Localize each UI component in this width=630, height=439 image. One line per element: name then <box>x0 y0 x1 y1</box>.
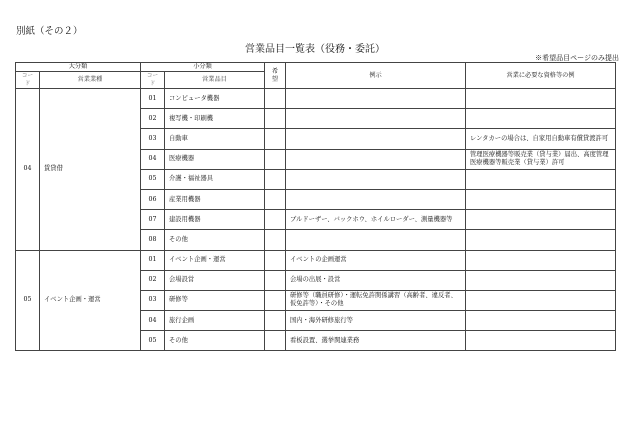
business-items-table <box>15 62 616 351</box>
qualification-cell <box>466 290 616 310</box>
example-cell: 研修等（職員研修）・運転免許関係講習（高齢者、違反者、仮免許等）・その他 <box>286 290 466 310</box>
minor-name-cell: 会場設営 <box>165 270 265 290</box>
minor-name-cell: 医療機器 <box>165 149 265 169</box>
table-row <box>16 89 616 109</box>
qualification-cell <box>466 270 616 290</box>
qualification-cell <box>466 230 616 250</box>
minor-code-cell: 03 <box>141 129 165 149</box>
qualification-cell: 管理医療機器等販売業（貸与業）届出、高度管理医療機器等販売業（貸与業）許可 <box>466 149 616 169</box>
minor-code-cell: 01 <box>141 89 165 109</box>
example-cell <box>286 89 466 109</box>
wish-checkbox-cell[interactable] <box>265 290 286 310</box>
minor-name-cell: その他 <box>165 331 265 351</box>
minor-name-cell: コンピュータ機器 <box>165 89 265 109</box>
qualification-cell <box>466 311 616 331</box>
header-major-category: 大分類 <box>16 63 141 72</box>
minor-name-cell: 旅行企画 <box>165 311 265 331</box>
wish-checkbox-cell[interactable] <box>265 149 286 169</box>
example-cell <box>286 169 466 189</box>
header-minor-name: 営業品目 <box>165 72 265 89</box>
minor-code-cell: 08 <box>141 230 165 250</box>
minor-code-cell: 07 <box>141 210 165 230</box>
example-cell <box>286 109 466 129</box>
minor-code-cell: 05 <box>141 331 165 351</box>
major-name-cell: イベント企画・運営 <box>40 250 141 351</box>
minor-name-cell: 自動車 <box>165 129 265 149</box>
example-cell: 看板設置、選挙関連業務 <box>286 331 466 351</box>
example-cell: ブルドーザー、バックホウ、ホイルローダー、測量機器等 <box>286 210 466 230</box>
example-cell <box>286 230 466 250</box>
minor-code-cell: 05 <box>141 169 165 189</box>
wish-checkbox-cell[interactable] <box>265 311 286 331</box>
qualification-cell <box>466 109 616 129</box>
qualification-cell <box>466 189 616 209</box>
minor-name-cell: 建設用機器 <box>165 210 265 230</box>
major-code-cell: 05 <box>16 250 40 351</box>
minor-code-cell: 01 <box>141 250 165 270</box>
qualification-cell <box>466 169 616 189</box>
major-code-cell: 04 <box>16 89 40 251</box>
qualification-cell <box>466 89 616 109</box>
minor-code-cell: 04 <box>141 311 165 331</box>
wish-checkbox-cell[interactable] <box>265 129 286 149</box>
major-name-cell: 賃貸借 <box>40 89 141 251</box>
minor-name-cell: 介護・福祉器具 <box>165 169 265 189</box>
minor-name-cell: イベント企画・運営 <box>165 250 265 270</box>
qualification-cell: レンタカーの場合は、自家用自動車有償貸渡許可 <box>466 129 616 149</box>
wish-checkbox-cell[interactable] <box>265 230 286 250</box>
minor-code-cell: 06 <box>141 189 165 209</box>
header-major-name: 営業業種 <box>40 72 141 89</box>
header-wish: 希望 <box>265 63 286 89</box>
minor-name-cell: 産業用機器 <box>165 189 265 209</box>
qualification-cell <box>466 331 616 351</box>
header-minor-category: 小分類 <box>141 63 265 72</box>
example-cell: イベントの企画運営 <box>286 250 466 270</box>
minor-code-cell: 04 <box>141 149 165 169</box>
minor-name-cell: 複写機・印刷機 <box>165 109 265 129</box>
wish-checkbox-cell[interactable] <box>265 189 286 209</box>
header-example: 例示 <box>286 63 466 89</box>
qualification-cell <box>466 210 616 230</box>
wish-checkbox-cell[interactable] <box>265 89 286 109</box>
header-major-code: コード <box>16 72 40 89</box>
example-cell <box>286 129 466 149</box>
minor-name-cell: 研修等 <box>165 290 265 310</box>
submission-note: ※希望品目ページのみ提出 <box>535 54 619 62</box>
example-cell: 国内・海外研修旅行等 <box>286 311 466 331</box>
wish-checkbox-cell[interactable] <box>265 210 286 230</box>
example-cell: 会場の出展・設営 <box>286 270 466 290</box>
example-cell <box>286 189 466 209</box>
header-minor-code: コード <box>141 72 165 89</box>
wish-checkbox-cell[interactable] <box>265 331 286 351</box>
wish-checkbox-cell[interactable] <box>265 169 286 189</box>
minor-name-cell: その他 <box>165 230 265 250</box>
minor-code-cell: 02 <box>141 109 165 129</box>
wish-checkbox-cell[interactable] <box>265 250 286 270</box>
minor-code-cell: 03 <box>141 290 165 310</box>
table-row <box>16 250 616 270</box>
example-cell <box>286 149 466 169</box>
document-title: 営業品目一覧表（役務・委託） <box>245 44 385 55</box>
annex-label: 別紙（その２） <box>16 26 83 37</box>
header-row-top <box>16 63 616 72</box>
wish-checkbox-cell[interactable] <box>265 109 286 129</box>
minor-code-cell: 02 <box>141 270 165 290</box>
qualification-cell <box>466 250 616 270</box>
wish-checkbox-cell[interactable] <box>265 270 286 290</box>
header-qualification: 営業に必要な資格等の例 <box>466 63 616 89</box>
